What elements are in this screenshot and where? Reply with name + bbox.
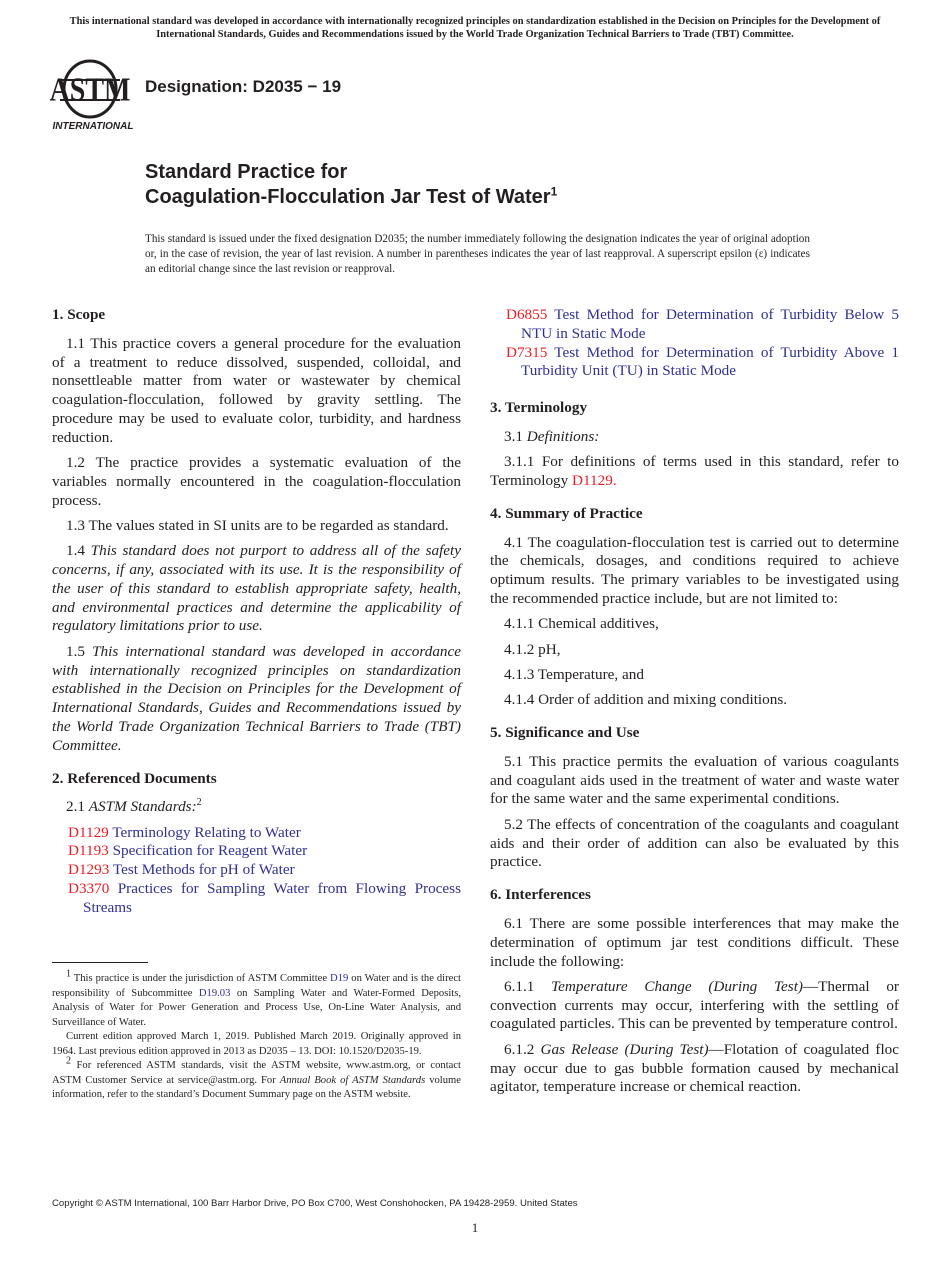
svg-text:ASTM: ASTM	[50, 69, 131, 109]
tbt-notice: This international standard was developed in accordance with internationally recognized principles on standardization established in the Decision on Principles for the Development of International Standards, Guides and Recommendations issued by the World Trade Organization Technical Barriers to Trade (TBT) Committee.	[69, 16, 881, 40]
section-heading-scope: 1. Scope	[52, 306, 106, 323]
ref-title-link[interactable]: Test Method for Determination of Turbidity Below 5 NTU in Static Mode	[521, 306, 899, 342]
ref-item	[490, 306, 899, 344]
astm-logo	[50, 56, 136, 132]
list-item: 4.1.3 Temperature, and	[504, 665, 644, 683]
right-column	[490, 306, 899, 1104]
ref-code-link[interactable]: D1193	[68, 842, 109, 860]
copyright-footer: Copyright © ASTM International, 100 Barr Harbor Drive, PO Box C700, West Conshohocken, PA 19428-2959. United States	[52, 1198, 578, 1209]
section-heading-referenced-documents: 2. Referenced Documents	[52, 769, 217, 787]
paragraph-4-1: 4.1 The coagulation-flocculation test is carried out to determine the chemicals, dosages, and conditions required to achieve optimum results. The primary variables to be investigated using the recommended practice include, but are not limited to:	[490, 533, 899, 608]
paragraph-6-1: 6.1 There are some possible interferences that may make the determination of optimum jar test conditions difficult. These include the following:	[490, 914, 899, 970]
paragraph-1-4: 1.4 This standard does not purport to address all of the safety concerns, if any, associated with its use. It is the responsibility of the user of this standard to establish appropriate safety, health, and environmental practices and determine the applicability of regulatory limitations prior to use.	[52, 542, 462, 635]
ref-title-link[interactable]: Test Methods for pH of Water	[112, 861, 295, 879]
ref-code-link[interactable]: D3370	[68, 880, 110, 898]
left-column	[52, 306, 461, 918]
ref-title-link[interactable]: Terminology Relating to Water	[112, 823, 301, 841]
ref-title-link[interactable]: Specification for Reagent Water	[112, 842, 308, 860]
paragraph-1-3: 1.3 The values stated in SI units are to be regarded as standard.	[66, 516, 449, 534]
ref-title-link[interactable]: Test Method for Determination of Turbidity Above 1 Turbidity Unit (TU) in Static Mode	[521, 343, 900, 380]
ref-code-link[interactable]: D1129	[68, 823, 109, 841]
page-number: 1	[471, 1220, 479, 1235]
footnote-1: $^1$ This practice is under the jurisdiction of ASTM Committee D19 on Water and is the direct responsibility of Subcommittee D19.03 on Sampling Water and Water-Formed Deposits, Analysis of Water for Power Generation and Process Use, On-Line Water Analysis, and Surveillance of Water.	[52, 968, 461, 1028]
footnote-link-d19[interactable]: D19	[330, 973, 349, 984]
list-item: 4.1.2 pH,	[504, 640, 561, 658]
ref-item	[52, 861, 461, 880]
ref-item	[52, 824, 461, 843]
paragraph-1-5: 1.5 This international standard was developed in accordance with internationally recognized principles on standardization established in the Decision on Principles for the Development of International Standards, Guides and Recommendations issued by the World Trade Organization Technical Barriers to Trade (TBT) Committee.	[52, 642, 462, 754]
paragraph-6-1-1: 6.1.1 Temperature Change (During Test)—Thermal or convection currents may occur, interfering with the settling of coagulated particles. This can be prevented by temperature control.	[490, 977, 899, 1033]
terminology-link-d1129[interactable]: D1129	[572, 472, 613, 490]
footnote-rule	[52, 962, 148, 963]
footnote-2: $^2$ For referenced ASTM standards, visit the ASTM website, www.astm.org, or contact ASTM Customer Service at service@astm.org. For Annual Book of ASTM Standards volume information, refer to the standard’s Document Summary page on the ASTM website.	[52, 1055, 461, 1100]
footnote-link-d19-03[interactable]: D19.03	[198, 987, 231, 999]
list-item: 4.1.1 Chemical additives,	[504, 615, 659, 633]
ref-code-link[interactable]: D6855	[506, 306, 548, 323]
ref-code-link[interactable]: D1293	[68, 861, 110, 879]
paragraph-1-2: 1.2 The practice provides a systematic evaluation of the variables normally encountered in the coagulation-flocculation process.	[52, 454, 461, 509]
ref-item	[490, 344, 899, 382]
section-heading-terminology: 3. Terminology	[490, 399, 588, 417]
section-heading-significance: 5. Significance and Use	[490, 724, 640, 742]
logo-international-text: INTERNATIONAL	[52, 121, 134, 132]
paragraph-3-1: 3.1 Definitions:	[504, 427, 600, 445]
ref-code-link[interactable]: D7315	[506, 343, 548, 361]
ref-title-link[interactable]: Practices for Sampling Water from Flowing Process Streams	[83, 880, 461, 916]
paragraph-3-1-1: 3.1.1 For definitions of terms used in this standard, refer to Terminology D1129.	[490, 453, 899, 490]
footnotes	[52, 968, 461, 1103]
footnote-1-edition: Current edition approved March 1, 2019. Published March 2019. Originally approved in 1964. Last previous edition approved in 2013 as D2035 – 13. DOI: 10.1520/D2035-19.	[52, 1031, 461, 1057]
list-item: 4.1.4 Order of addition and mixing conditions.	[504, 691, 788, 709]
section-heading-interferences: 6. Interferences	[490, 886, 591, 904]
astm-logo-icon	[50, 56, 136, 132]
designation: Designation: D2035 − 19	[145, 77, 342, 96]
issuance-statement: This standard is issued under the fixed designation D2035; the number immediately following the designation indicates the year of original adoption or, in the case of revision, the year of last revision. A number in parentheses indicates the year of last reapproval. A superscript epsilon (ε) indicates an editorial change since the last revision or reapproval.	[145, 233, 810, 275]
ref-item	[52, 842, 461, 861]
paragraph-6-1-2: 6.1.2 Gas Release (During Test)—Flotation of coagulated floc may occur due to gas bubble formation caused by mechanical agitator, temperature increase or chemical reaction.	[490, 1040, 900, 1096]
page-title	[145, 160, 557, 210]
section-heading-summary: 4. Summary of Practice	[490, 504, 643, 522]
paragraph-5-1: 5.1 This practice permits the evaluation of various coagulants and coagulant aids used in the treatment of water and waste water for the same water and the same experimental conditions.	[490, 752, 899, 808]
title-line-2: Coagulation-Flocculation Jar Test of Water$^1$	[145, 184, 558, 208]
title-footnote-mark: 1	[550, 184, 558, 199]
ref-item	[52, 880, 461, 918]
title-line-1: Standard Practice for	[145, 161, 348, 183]
paragraph-2-1: 2.1 ASTM Standards:$^2$	[66, 797, 202, 816]
paragraph-5-2: 5.2 The effects of concentration of the coagulants and coagulant aids and their order of addition can also be evaluated by this practice.	[490, 815, 899, 871]
paragraph-1-1: 1.1 This practice covers a general procedure for the evaluation of a treatment to reduce dissolved, suspended, colloidal, and nonsettleable matter from water or wastewater by chemical coagulation-flocculation, followed by gravity settling. The procedure may be used to evaluate color, turbidity, and hardness reduction.	[52, 334, 461, 446]
